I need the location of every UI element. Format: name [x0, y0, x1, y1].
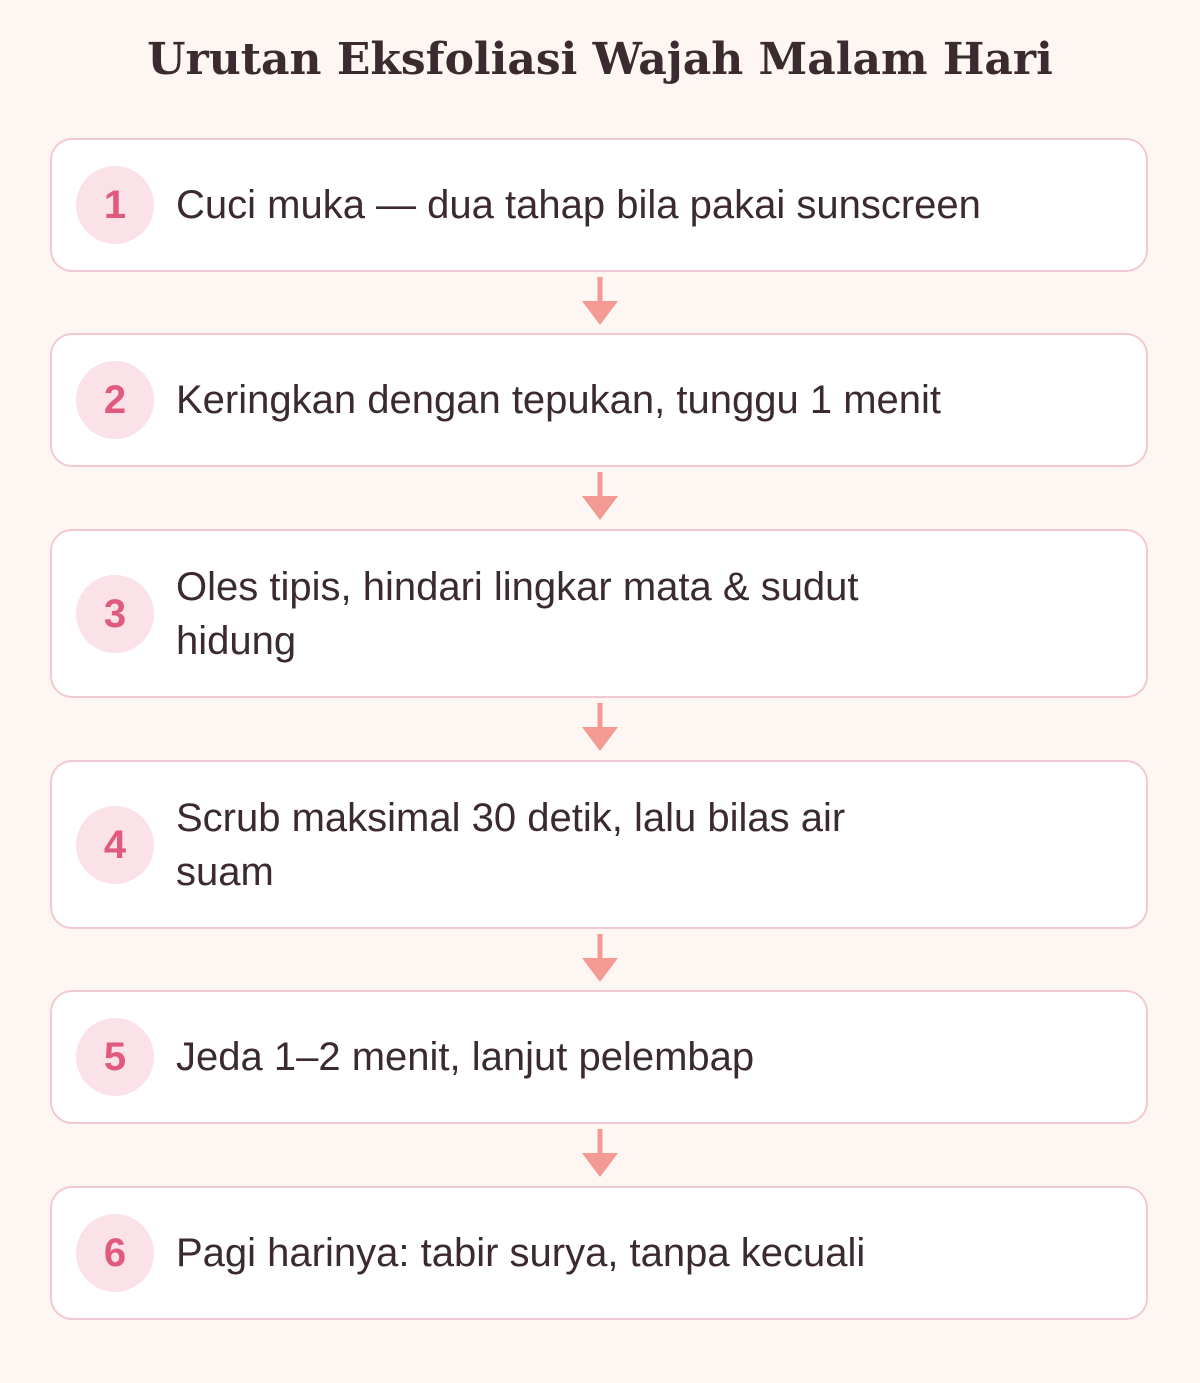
down-arrow-icon — [580, 934, 620, 984]
step-text: Pagi harinya: tabir surya, tanpa kecuali — [176, 1231, 866, 1275]
step-text: Cuci muka — dua tahap bila pakai sunscreen — [176, 183, 981, 227]
step-number-badge: 6 — [76, 1214, 154, 1292]
step-number-badge: 1 — [76, 166, 154, 244]
step-card-5 — [50, 990, 1148, 1124]
step-card-6 — [50, 1186, 1148, 1320]
step-card-1 — [50, 138, 1148, 272]
step-number-badge: 3 — [76, 575, 154, 653]
step-card-4 — [50, 760, 1148, 929]
down-arrow-icon — [580, 472, 620, 522]
step-text: Oles tipis, hindari lingkar mata & sudut hidung — [176, 564, 859, 663]
down-arrow-icon — [580, 1129, 620, 1179]
step-text: Keringkan dengan tepukan, tunggu 1 menit — [176, 378, 942, 422]
step-card-2 — [50, 333, 1148, 467]
step-card-3 — [50, 529, 1148, 698]
step-text: Scrub maksimal 30 detik, lalu bilas air suam — [176, 795, 846, 894]
page-title: Urutan Eksfoliasi Wajah Malam Hari — [147, 34, 1053, 85]
step-number-badge: 4 — [76, 806, 154, 884]
down-arrow-icon — [580, 277, 620, 327]
step-number-badge: 5 — [76, 1018, 154, 1096]
step-number-badge: 2 — [76, 361, 154, 439]
step-text: Jeda 1–2 menit, lanjut pelembap — [176, 1035, 755, 1079]
down-arrow-icon — [580, 703, 620, 753]
